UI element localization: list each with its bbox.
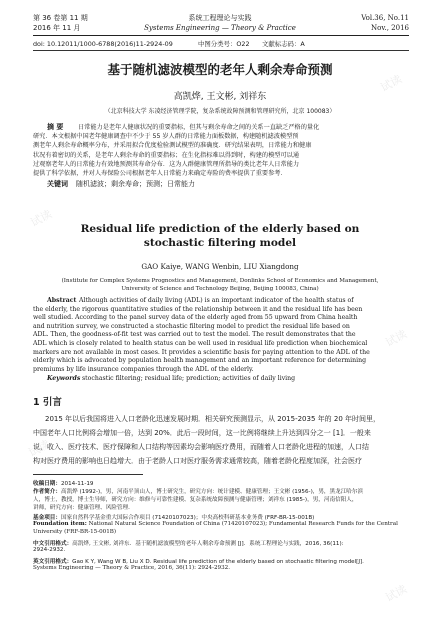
title-cn: 基于随机滤波模型的老年人剩余寿命预测 <box>107 62 333 77</box>
abstract-en-line: markers are not available in most cases. It provides a scientific basis for paying attention to the ADL of the <box>33 348 370 356</box>
received-line <box>33 479 94 487</box>
date-en: Nov., 2016 <box>371 24 409 32</box>
volume-issue-en: Vol.36, No.11 <box>361 14 409 22</box>
title-en-line-1: Residual life prediction of the elderly based on <box>80 223 360 235</box>
fund-en-text-1: National Natural Science Foundation of China (71420107023); Fundamental Research Funds for the Central <box>88 521 398 527</box>
abstract-en-line: ADL. Then, the goodness-of-fit test was carried out to test the model. The result demonstrates that the <box>33 331 356 339</box>
journal-name-en: Systems Engineering — Theory & Practice <box>144 24 296 32</box>
fund-en-label: Foundation item: <box>33 521 87 527</box>
document-code: 文献标志码：A <box>262 40 305 48</box>
introduction-line: 构对医疗费用的影响也日趋增大．由于老龄人口对医疗服务需求通常较高，随着老龄化程度加深，社会医疗 <box>33 457 362 465</box>
abstract-en-line: ADL which is closely related to health status can be well used in residual life prediction when biochemical <box>33 340 368 347</box>
journal-name-cn: 系统工程理论与实践 <box>188 14 252 22</box>
cite-cn-label: 中文引用格式： <box>33 541 73 547</box>
volume-issue-cn: 第 36 卷第 11 期 <box>33 14 88 22</box>
fund-label: 基金项目： <box>33 515 61 521</box>
affiliation-en-line-2: University of Science and Technology Beijing, Beijing 100083, China) <box>121 286 319 292</box>
authors-cn: 高凯烨, 王文彬, 刘祥东 <box>173 92 267 102</box>
header-rule <box>33 35 409 36</box>
cite-en-line-2: Systems Engineering — Theory & Practice, 2016, 36(11): 2924-2932. <box>33 565 230 571</box>
authors-en: GAO Kaiye, WANG Wenbin, LIU Xiangdong <box>141 262 299 271</box>
abstract-cn-line: 提供了科学依据，并对人寿保险公司根据老年人日常能力来确定寿险的费率提供了重要参考． <box>33 170 287 177</box>
abstract-en-line: Although activities of daily living (ADL) is an important indicator of the health status of <box>79 297 354 304</box>
cite-en-label: 英文引用格式： <box>33 559 73 565</box>
cite-cn-line-2: 2924-2932. <box>33 547 66 553</box>
abstract-en-line: well studied. According to the panel survey data of the elderly aged from 55 upward from China health <box>33 314 358 322</box>
received-label: 收稿日期： <box>33 481 61 487</box>
watermark: 试读 <box>28 207 54 230</box>
bio-line-2: 人，博士，教授，博士生导师，研究方向：维修与可靠性建模、复杂系统故障预测与健康管理；刘祥东 (1985-)，男，河南信阳人， <box>33 497 358 503</box>
keywords-label-cn: 关键词 <box>47 180 68 188</box>
abstract-label-cn: 摘 要 <box>47 123 64 131</box>
clc-number: 中图分类号：O22 <box>198 40 250 48</box>
watermark: 试读 <box>378 72 404 95</box>
bio-line-1 <box>33 487 363 495</box>
bio-line-3: 讲师，研究方向：健康管理、风险管理． <box>33 505 134 511</box>
abstract-en-line: the elderly, the rigorous quantitative studies of the relationship between it and the residual life has been <box>33 305 363 313</box>
watermark: 试读 <box>383 327 409 350</box>
bio-label: 作者简介： <box>33 489 61 495</box>
cite-cn-line-1 <box>33 539 344 547</box>
keywords-label-en: Keywords <box>47 375 81 382</box>
keywords-cn: 随机滤波；剩余寿命；预测；日常能力 <box>76 180 195 188</box>
abstract-cn-line: 日常能力是老年人健康状况的重要指标，但其与剩余寿命之间的关系一直缺乏严格的量化 <box>78 124 320 131</box>
bio-text-1: 高凯烨 (1992-)，男，河南平顶山人，博士研究生，研究方向：统计建模、健康管理；王文彬 (1956-)，男，黑龙江哈尔滨 <box>60 489 364 495</box>
abstract-cn-line: 测老年人剩余寿命概率分布，并采用拟合优度检验测试模型的准确度．研究结果表明，日常能力和健康 <box>33 142 312 150</box>
abstract-cn-line: 状况有着密切的关系，是老年人剩余寿命的重要指标；在生化指标难以得到时，构建的模型可以通 <box>33 151 300 159</box>
abstract-en-line: elderly which is advocated by population health management and an important reference for determining <box>33 357 367 365</box>
watermark: 试读 <box>26 437 52 460</box>
received-date: 2014-11-19 <box>60 481 94 487</box>
section-heading-introduction: 1 引言 <box>33 397 62 408</box>
abstract-cn-line: 研究．本文根据中国老年健康调查中不少于 55 岁人群的日常能力面板数据，构建随机滤波模型预 <box>33 133 299 141</box>
introduction-line: 2015 年以后我国将进入人口老龄化迅速发展时期．相关研究预测显示，从 2015-2035 年的 20 年时间里， <box>45 415 381 423</box>
fund-en-line-2: University (FRF-BR-15-001B) <box>33 529 117 535</box>
introduction-line: 中国老年人口比例将会增加一倍，达到 20%．此后一段时间，这一比例将继续上升达到四分之一 [1]．一般来 <box>33 429 371 437</box>
cite-cn-text-1: 高凯烨, 王文彬, 刘祥东．基于随机滤波模型的老年人剩余寿命预测 [J]．系统工程理论与实践，2016, 36(11): <box>72 541 344 547</box>
abstract-en-line: premiums by life insurance companies through the ADL of the elderly. <box>33 365 254 373</box>
cite-en-text-1: Gao K Y, Wang W B, Liu X D. Residual life prediction of the elderly based on stochastic filtering model[J]. <box>72 559 364 565</box>
footnote-rule <box>33 474 143 475</box>
fund-text-1: 国家自然科学基金重大国际合作项目 (71420107023)；中央高校科研基本业务费 (FRF-BR-15-001B) <box>60 515 315 521</box>
date-cn: 2016 年 11 月 <box>33 24 81 32</box>
doi: doi: 10.12011/1000-6788(2016)11-2924-09 <box>33 40 173 48</box>
affiliation-en-line-1: (Institute for Complex Systems Prognostics and Management, Donlinks School of Economics and Management, <box>61 278 379 284</box>
cite-en-line-1 <box>33 557 364 565</box>
introduction-line: 说，收入、医疗技术、医疗保障和人口结构等因素均会影响医疗费用，而随着人口老龄化进程的加速，人口结 <box>33 443 369 451</box>
fund-line-1 <box>33 513 314 521</box>
affiliation-cn: （北京科技大学 东凌经济管理学院，复杂系统故障预测和管理研究所，北京 100083） <box>104 108 336 115</box>
keywords-en: stochastic filtering; residual life; prediction; activities of daily living <box>82 375 296 382</box>
abstract-cn-line: 过观察老年人的日常能力有效地预测其寿命分布．这为人群健康管理所指导的类比老年人日常能力 <box>33 160 300 168</box>
abstract-label-en: Abstract <box>47 297 77 304</box>
title-en-line-2: stochastic filtering model <box>143 237 297 249</box>
fund-en-line-1 <box>33 521 398 527</box>
watermark: 试读 <box>383 582 409 605</box>
abstract-en-line: and nutrition survey, we constructed a stochastic filtering model to predict the residual life based on <box>33 322 350 330</box>
doi-rule <box>33 50 409 51</box>
